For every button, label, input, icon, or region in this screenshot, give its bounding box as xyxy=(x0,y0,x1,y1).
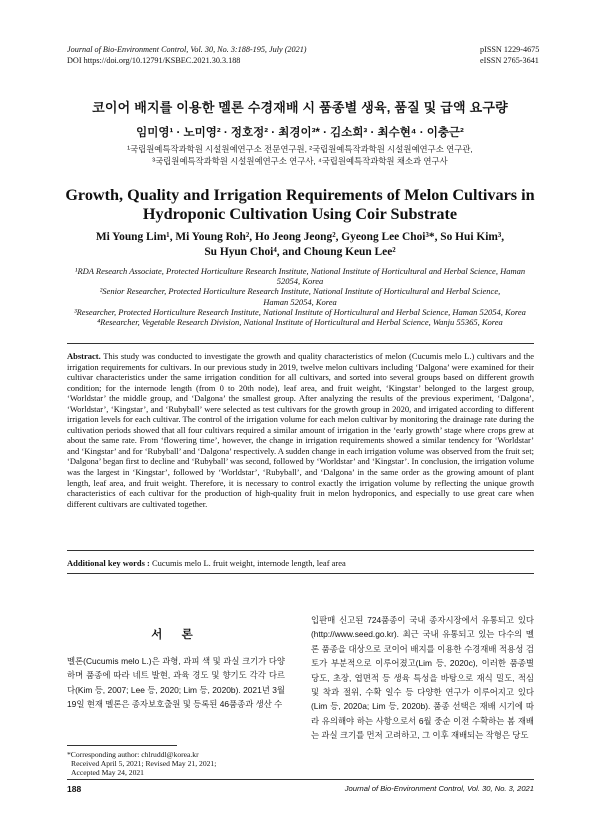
footer-journal xyxy=(340,784,534,793)
affiliation-line: Haman 52054, Korea xyxy=(263,296,337,307)
english-authors xyxy=(40,230,560,260)
eissn: eISSN 2765-3641 xyxy=(480,55,539,65)
affiliation-line: ³Researcher, Protected Horticulture Research Institute, National Institute of Horticultural and Herbal Science, Haman 52054, Korea xyxy=(74,306,526,317)
korean-affiliation-2: ³국립원예특작과학원 시설원예연구소 연구사, ⁴국립원예특작과학원 채소과 연구사 xyxy=(152,156,448,166)
keywords xyxy=(67,558,346,568)
english-title-line-1: Growth, Quality and Irrigation Requirements of Melon Cultivars in xyxy=(65,186,535,204)
journal-citation: Journal of Bio-Environment Control, Vol. 30, No. 3:188-195, July (2021) xyxy=(67,45,307,54)
body-column-right: 입판매 신고된 724품종이 국내 종자시장에서 유통되고 있다(http://www.seed.go.kr). 최근 국내 유통되고 있는 다수의 멜론 품종을 대상으로 코이어 배지를 이용한 수경재배 적용성 검토가 부분적으로 이루어졌고(Lim 등, 2020c), 이러한 품종별 당도, 초장, 엽면적 등 생육 특성을 바탕으로 재식 밀도, 적심 및 착과 절위, 수확 일수 등 다양한 연구가 이루어지고 있다(Lim 등, 2020a; Lim 등, 2020b). 품종 선택은 재배 시기에 따라 유의해야 하는 사항으로서 6월 중순 이전 수확하는 봄 재배는 과실 크기를 먼저 고려하고, 그 이후 재배되는 작형은 당도 xyxy=(311,615,534,741)
keywords-bottom-rule xyxy=(67,573,534,574)
abstract xyxy=(67,351,534,509)
footnote-rule xyxy=(67,745,177,746)
doi-line[interactable]: DOI https://doi.org/10.12791/KSBEC.2021.30.3.188 xyxy=(67,55,241,65)
corresponding-author: *Corresponding author: chlruddl@korea.kr xyxy=(67,750,199,759)
english-title-line-2: Hydroponic Cultivation Using Coir Substrate xyxy=(142,205,458,223)
affiliation-line: ¹RDA Research Associate, Protected Horticulture Research Institute, National Institute of Horticultural and Herbal Science, Haman xyxy=(74,266,526,276)
affiliation-line: 52054, Korea xyxy=(276,276,324,287)
received-revised: Received April 5, 2021; Revised May 21, 2021; xyxy=(71,759,217,769)
issn-block xyxy=(480,45,539,66)
affiliation-line: ²Senior Researcher, Protected Horticulture Research Institute, National Institute of Horticultural and Herbal Science, xyxy=(99,286,501,297)
body-column-left: 멜론(Cucumis melo L.)은 과형, 과피 색 및 과실 크기가 다양하며 품종에 따라 네트 발현, 과육 경도 및 향기도 각각 다르다(Kim 등, 2007; Lee 등, 2020; Lim 등, 2020b). 2021년 3월 19일 현재 멜론은 종자보호출원 및 등록된 46품종과 생산 수 xyxy=(67,656,285,710)
korean-title: 코이어 배지를 이용한 멜론 수경재배 시 품종별 생육, 품질 및 급액 요구량 xyxy=(92,100,508,115)
english-affiliations xyxy=(30,266,570,327)
pissn: pISSN 1229-4675 xyxy=(480,45,540,54)
abstract-bottom-rule xyxy=(67,550,534,551)
section-title-introduction: 서 론 xyxy=(151,629,201,641)
english-authors-line-2: Su Hyun Choi⁴, and Choung Keun Lee² xyxy=(204,246,396,258)
abstract-text: This study was conducted to investigate the growth and quality characteristics of melon (Cucumis melo L.) cultivars and the irrigation requirements for cultivars. In our previous study in 2019, twelve melon cultivars including ‘Dalgona’ were examined for their cultivar characteristics under the same irrigation condition for all cultivars, and sorted into several groups based on different growth condition; for the internode length (from 0 to 20th node), leaf area, and fruit weight, ‘Kingstar’ belonged to the largest group, ‘Worldstar’ the middle group, and ‘Dalgona’ the smallest group. After analyzing the results of the previous experiment, ‘Dalgona’, ‘Worldstar’, ‘Kingstar’, and ‘Rubyball’ were selected as test cultivars for the growth group in 2020, and irrigated according to different irrigation levels for each cultivar. The control of the irrigation volume for each melon cultivar by monitoring the drainage rate during the cultivation periods showed that all four cultivars required a similar amount of irrigation in the ‘early growth’ stage where crops grew at about the same rate. From ‘flowering time’, however, the change in irrigation requirements showed a similar tendency for ‘Worldstar’ and ‘Kingstar’ and for ‘Rubyball’ and ‘Dalgona’ respectively. A sudden change in each irrigation volume was observed from the fruit set; ‘Dalgona’ began first to decline and ‘Rubyball’ was second, followed by ‘Worldstar’ and ‘Kingstar’. In conclusion, the irrigation volume was the largest in ‘Kingstar’, followed by ‘Worldstar’, ‘Rubyball’, and ‘Dalgona’ in the same order as the growing amount of plant length, leaf area, and fruit weight. Therefore, it is necessary to control exactly the irrigation volume by reflecting the unique growth characteristics of each cultivar for the production of high-quality fruit in melon hydroponics, and especially to use great care when different cultivars are cultivated together. xyxy=(67,351,534,509)
journal-header xyxy=(67,45,307,66)
footer-rule xyxy=(67,779,534,780)
abstract-label: Abstract. xyxy=(67,351,101,361)
keywords-label: Additional key words : xyxy=(67,558,150,568)
affiliation-line: ⁴Researcher, Vegetable Research Division, National Institute of Horticultural and Herbal Science, Wanju 55365, Korea xyxy=(97,317,503,328)
keywords-text: Cucumis melo L. fruit weight, internode length, leaf area xyxy=(152,558,346,568)
page-number: 188 xyxy=(67,784,82,794)
english-authors-line-1: Mi Young Lim¹, Mi Young Roh², Ho Jeong Jeong², Gyeong Lee Choi³*, So Hui Kim³, xyxy=(95,231,505,243)
korean-authors: 임미영¹ · 노미영² · 정호정² · 최경이³* · 김소희³ · 최수현⁴ · 이충근² xyxy=(136,127,464,139)
abstract-top-rule xyxy=(67,343,534,344)
footer-journal-text: Journal of Bio-Environment Control, Vol. 30, No. 3, 2021 xyxy=(344,784,534,793)
correspondence-note xyxy=(67,750,216,778)
korean-affiliation-1: ¹국립원예특작과학원 시설원예연구소 전문연구원, ²국립원예특작과학원 시설원예연구소 연구관, xyxy=(127,144,473,154)
english-title xyxy=(40,186,560,224)
accepted: Accepted May 24, 2021 xyxy=(71,768,144,778)
